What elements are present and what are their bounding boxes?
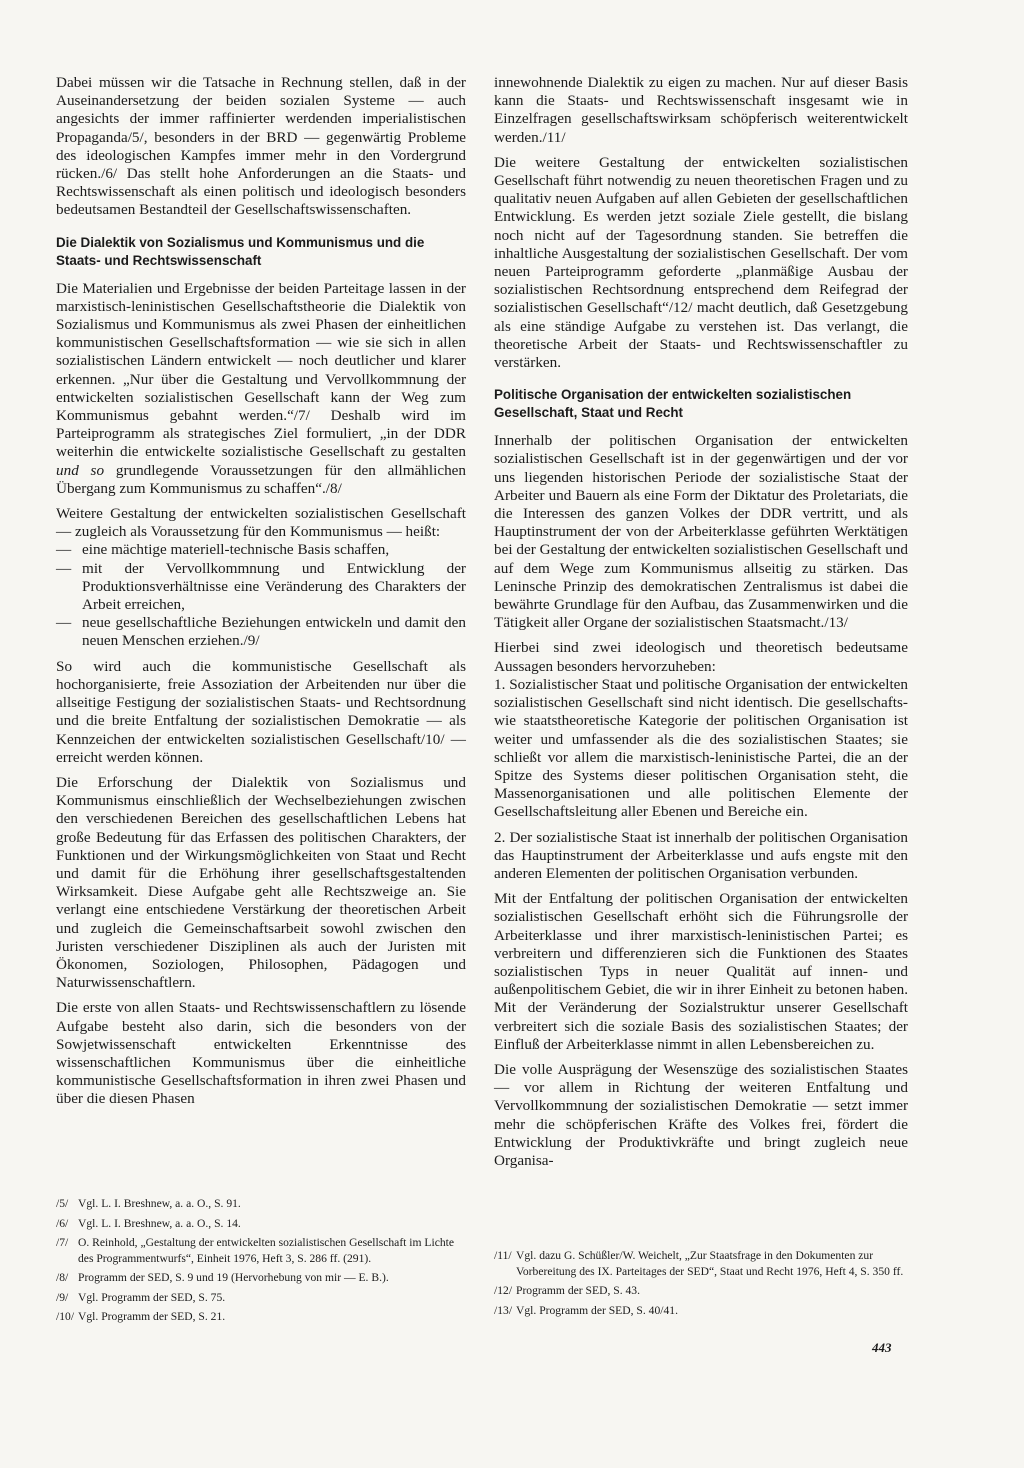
- paragraph-dialektik-continued: innewohnende Dialektik zu eigen zu machen. Nur auf dieser Basis kann die Staats- und Rechtswissenschaft insgesamt wie in Einzelfragen gesellschaftswirksam schöpferisch weiterentwickelt werden./11/: [494, 74, 908, 146]
- footnote-text: Vgl. L. I. Breshnew, a. a. O., S. 91.: [78, 1197, 241, 1210]
- footnote-number: /7/: [56, 1236, 69, 1249]
- list-item-text: neue gesellschaftliche Beziehungen entwickeln und damit den neuen Menschen erziehen./9/: [82, 614, 466, 650]
- dash-mark: —: [56, 614, 72, 632]
- page-number: 443: [872, 1340, 892, 1355]
- paragraph-parteitage: [56, 280, 466, 498]
- footnote: [56, 1290, 466, 1306]
- footnote-text: Programm der SED, S. 43.: [516, 1284, 640, 1297]
- list-item: [56, 560, 466, 615]
- paragraph-erste-aufgabe: Die erste von allen Staats- und Rechtswissenschaftlern zu lösende Aufgabe besteht also darin, sich die besonders von der Sowjetwissenschaft entwickelten Erkenntnisse des wissenschaftlichen Kommunismus über die einheitliche kommunistische Gesellschaftsformation in ihren zwei Phasen und über die diesen Phasen: [56, 999, 466, 1108]
- footnotes-left: [56, 1196, 466, 1329]
- footnotes-right: [494, 1248, 908, 1322]
- footnote-text: Vgl. dazu G. Schüßler/W. Weichelt, „Zur Staatsfrage in den Dokumenten zur Vorbereitung des IX. Parteitages der SED“, Staat und Recht 1976, Heft 4, S. 350 ff.: [516, 1249, 904, 1278]
- footnote-text: Vgl. Programm der SED, S. 75.: [78, 1290, 226, 1304]
- footnote-text: O. Reinhold, „Gestaltung der entwickelten sozialistischen Gesellschaft im Lichte des Programmentwurfs“, Einheit 1976, Heft 3, S. 286 ff. (291).: [78, 1236, 455, 1265]
- footnote-number: /5/: [56, 1197, 69, 1210]
- list-item-text: eine mächtige materiell-technische Basis schaffen,: [82, 541, 390, 559]
- footnote: [56, 1309, 466, 1325]
- footnote: [56, 1216, 466, 1232]
- paragraph-weitere-gestaltung: Weitere Gestaltung der entwickelten sozialistischen Gesellschaft — zugleich als Voraussetzung für den Kommunismus — heißt:: [56, 505, 466, 541]
- paragraph-parteitage-text: Die Materialien und Ergebnisse der beiden Parteitage lassen in der marxistisch-leninistischen Gesellschaftstheorie die Dialektik von Sozialismus und Kommunismus als zwei Phasen der einheitlichen kommunistischen Gesellschaftsformation — wie sie sich in allen sozialistischen Ländern entwickelt — noch deutlicher und klarer erkennen. „Nur über die Gestaltung und Vervollkommnung der entwickelten sozialistischen Gesellschaft kann der Weg zum Kommunismus gebahnt werden.“/7/ Deshalb wird im Parteiprogramm als strategisches Ziel formuliert, „in der DDR weiterhin die entwickelte sozialistische Gesellschaft zu gestalten: [56, 279, 466, 461]
- footnote: [56, 1270, 466, 1286]
- footnote-number: /10/: [56, 1310, 75, 1323]
- paragraph-volle-auspraegung: Die volle Ausprägung der Wesenszüge des sozialistischen Staates — vor allem in Richtung der weiteren Entfaltung und Vervollkommnung der sozialistischen Demokratie — setzt immer mehr die schöpferischen Kräfte des Volkes frei, fördert die Entwicklung der Produktivkräfte und bringt zugleich neue Organisa-: [494, 1060, 908, 1169]
- footnote: [494, 1283, 908, 1299]
- footnote-number: /9/: [56, 1290, 69, 1304]
- list-item-text: mit der Vervollkommnung und Entwicklung der Produktionsverhältnisse eine Veränderung des Charakters der Arbeit erreichen,: [82, 559, 466, 614]
- footnote: [56, 1196, 466, 1212]
- intro-paragraph: Dabei müssen wir die Tatsache in Rechnung stellen, daß in der Auseinandersetzung der beiden sozialen Systeme — auch angesichts der immer raffinierter werdenden imperialistischen Propaganda/5/, besonders in der BRD — gegenwärtig Probleme des ideologischen Kampfes immer mehr in den Vordergrund rücken./6/ Das stellt hohe Anforderungen an die Staats- und Rechtswissenschaft als einen politisch und ideologisch besonders bedeutsamen Bestandteil der Gesellschaftswissenschaften.: [56, 74, 466, 219]
- paragraph-erforschung: Die Erforschung der Dialektik von Sozialismus und Kommunismus einschließlich der Wechselbeziehungen zwischen den verschiedenen Bereichen des gesellschaftlichen Lebens hat große Bedeutung für das Erfassen des politischen Charakters, der Funktionen und der Wirkungsmöglichkeiten von Staat und Recht und damit für die Erhöhung ihrer gesellschaftsgestaltenden Wirksamkeit. Diese Aufgabe geht alle Rechtszweige an. Sie verlangt eine entschiedene Verstärkung der theoretischen Arbeit und zugleich die Gemeinschaftsarbeit sowohl zwischen den Juristen verschiedener Disziplinen als auch der Juristen mit Ökonomen, Soziologen, Philosophen, Pädagogen und Naturwissenschaftlern.: [56, 773, 466, 992]
- section-heading-politische-organisation: Politische Organisation der entwickelten sozialistischen Gesellschaft, Staat und Recht: [494, 387, 852, 421]
- paragraph-parteitage-end: grundlegende Voraussetzungen für den allmählichen Übergang zum Kommunismus zu schaffen“./8/: [56, 461, 467, 497]
- paragraph-kommunistische-gesellschaft: So wird auch die kommunistische Gesellschaft als hochorganisierte, freie Assoziation der Arbeitenden nur über die allseitige Festigung der sozialistischen Staats- und Rechtsordnung und die breite Entfaltung der sozialistischen Demokratie — als Kennzeichen der entwickelten sozialistischen Gesellschaft/10/ — erreicht werden können.: [56, 657, 466, 766]
- paragraph-entfaltung: Mit der Entfaltung der politischen Organisation der entwickelten sozialistischen Gesellschaft erhöht sich die Führungsrolle der Arbeiterklasse und ihrer marxistisch-leninistischen Partei; es verbreitern und differenzieren sich die Funktionen des Staates sozialistischen Typs in neuer Qualität auf innen- und außenpolitischem Gebiet, die wir in ihrer Einheit zu betonen haben. Mit der Veränderung der Sozialstruktur unserer Gesellschaft verbreitert sich die soziale Basis des sozialistischen Staates; der Einfluß der Arbeiterklasse nimmt in allen Lebensbereichen zu.: [494, 890, 908, 1053]
- footnote-text: Vgl. Programm der SED, S. 21.: [78, 1310, 226, 1323]
- dash-list: [56, 541, 466, 650]
- paragraph-weitere-gestaltung-right: Die weitere Gestaltung der entwickelten sozialistischen Gesellschaft führt notwendig zu neuen theoretischen Fragen und zu qualitativ neuen Aufgaben auf allen Gebieten der gesellschaftlichen Entwicklung. Es werden jetzt soziale Ziele gestellt, die bislang noch nicht auf der Tagesordnung standen. Sie betreffen die inhaltliche Ausgestaltung der sozialistischen Gesellschaft. Der vom neuen Parteiprogramm geforderte „planmäßige Ausbau der sozialistischen Rechtsordnung entsprechend dem Reifegrad der sozialistischen Gesellschaft“/12/ macht deutlich, daß Gesetzgebung als eine ständige Aufgabe zu verstehen ist. Das verlangt, die theoretische Arbeit der Staats- und Rechtswissenschaftler zu verstärken.: [494, 153, 908, 372]
- list-item: [56, 541, 466, 559]
- footnote-number: /12/: [494, 1284, 513, 1297]
- footnote-number: /6/: [56, 1216, 69, 1230]
- emphasis-und-so: und so: [56, 461, 105, 479]
- right-column: [494, 74, 908, 1177]
- footnote: [494, 1248, 908, 1279]
- footnote-number: /11/: [494, 1249, 512, 1262]
- footnote: [494, 1303, 908, 1319]
- paragraph-aussage-2: 2. Der sozialistische Staat ist innerhalb der politischen Organisation das Hauptinstrument der Arbeiterklasse und aufs engste mit den anderen Elementen der politischen Organisation verbunden.: [494, 828, 908, 882]
- footnote: [56, 1235, 466, 1266]
- section-heading-dialektik: Die Dialektik von Sozialismus und Kommunismus und die Staats- und Rechtswissenschaft: [56, 234, 425, 268]
- dash-mark: —: [56, 559, 72, 577]
- footnote-number: /13/: [494, 1303, 513, 1317]
- left-column: [56, 74, 466, 1116]
- paragraph-hierbei: Hierbei sind zwei ideologisch und theoretisch bedeutsame Aussagen besonders hervorzuheben:: [494, 639, 908, 675]
- footnote-number: /8/: [56, 1271, 69, 1284]
- footnote-text: Vgl. L. I. Breshnew, a. a. O., S. 14.: [78, 1216, 241, 1230]
- paragraph-aussage-1: 1. Sozialistischer Staat und politische Organisation der entwickelten sozialistischen Gesellschaft sind nicht identisch. Die gesellschafts- wie staatstheoretische Kategorie der politischen Organisation ist weiter und umfassender als die des sozialistischen Staates; sie schließt vor allem die marxistisch-leninistische Partei, die an der Spitze des Systems dieser politischen Organisation steht, die Massenorganisationen und alle politischen Elemente der Gesellschaftsleitung aller Ebenen und Bereiche ein.: [494, 675, 908, 821]
- paragraph-innerhalb: Innerhalb der politischen Organisation der entwickelten sozialistischen Gesellschaft ist in der gegenwärtigen und der vor uns liegenden historischen Periode der sozialistische Staat der Arbeiter und Bauern als eine Form der Diktatur des Proletariats, die die Interessen des ganzen Volkes der DDR vertritt, und als Hauptinstrument der von der Arbeiterklasse geführten Werktätigen bei der Gestaltung der entwickelten sozialistischen Gesellschaft und auf dem Wege zum Kommunismus allseitig zu stärken. Das Leninsche Prinzip des demokratischen Zentralismus ist dabei die bewährte Grundlage für den Aufbau, das Zusammenwirken und die Tätigkeit aller Organe der sozialistischen Staatsmacht./13/: [494, 432, 908, 632]
- footnote-text: Vgl. Programm der SED, S. 40/41.: [516, 1303, 678, 1317]
- dash-mark: —: [56, 541, 72, 559]
- list-item: [56, 614, 466, 650]
- footnote-text: Programm der SED, S. 9 und 19 (Hervorhebung von mir — E. B.).: [78, 1271, 389, 1284]
